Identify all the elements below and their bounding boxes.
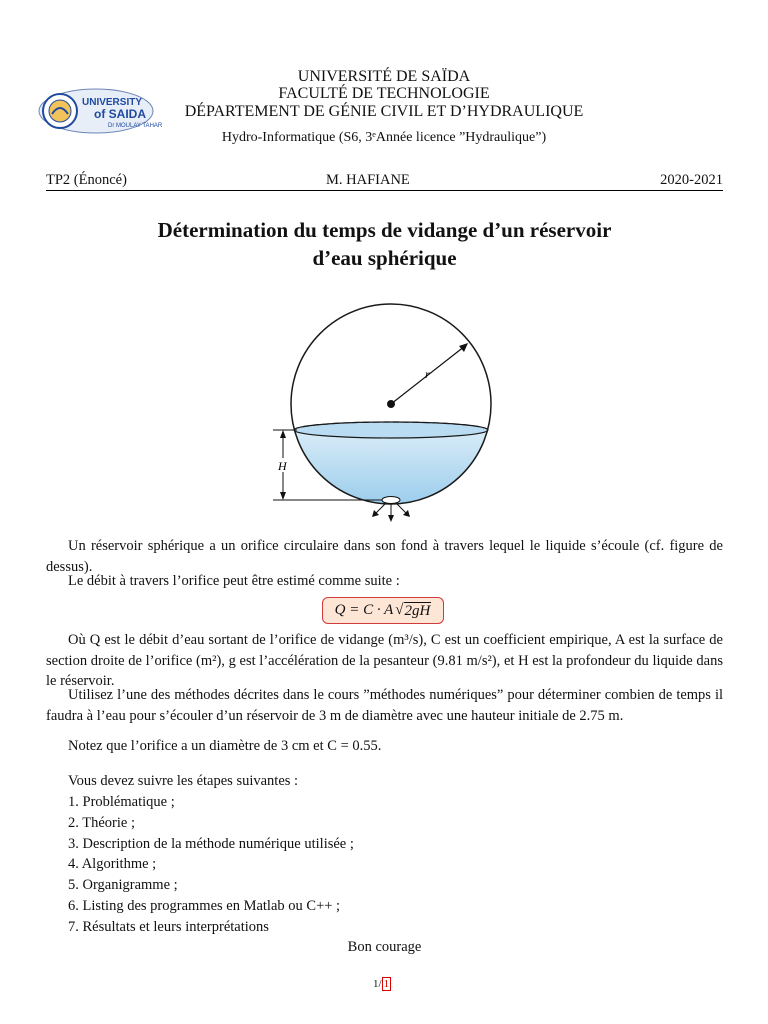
- page-prefix: 1/: [373, 978, 382, 990]
- academic-year: 2020-2021: [660, 172, 723, 188]
- height-label: H: [278, 459, 287, 473]
- steps-list: [68, 792, 354, 938]
- radius-label: r: [425, 367, 430, 381]
- paragraph-1: Un réservoir sphérique a un orifice circulaire dans son fond à travers lequel le liquide s’écoule (cf. figure de dessus).: [46, 538, 723, 575]
- formula-box: Q = C · A √ 2gH: [322, 597, 444, 624]
- closing-text: Bon courage: [347, 939, 422, 955]
- author: M. HAFIANE: [326, 172, 410, 188]
- faculty-name: FACULTÉ DE TECHNOLOGIE: [278, 85, 490, 102]
- paragraph-5: Notez que l’orifice a un diamètre de 3 cm et C = 0.55.: [68, 738, 382, 754]
- page-number: [373, 978, 391, 990]
- logo-text-2: of SAIDA: [94, 107, 146, 121]
- course-name: Hydro-Informatique (S6, 3ᵉAnnée licence ”Hydraulique”): [221, 130, 547, 145]
- logo-text-1: UNIVERSITY: [82, 97, 143, 108]
- water-volume: [285, 430, 505, 520]
- orifice: [382, 497, 400, 504]
- paragraph-4: Utilisez l’une des méthodes décrites dans le cours ”méthodes numériques” pour déterminer combien de temps il faudra à l’eau pour s’écouler d’un réservoir de 3 m de diamètre avec une hauteur initiale de 2.75 m.: [46, 687, 723, 724]
- title-line-2: d’eau sphérique: [312, 246, 457, 270]
- formula-sqrt: 2gH: [404, 602, 431, 619]
- list-item: 4. Algorithme ;: [68, 856, 157, 873]
- list-item: 3. Description de la méthode numérique utilisée ;: [68, 835, 354, 852]
- paragraph-2: Le débit à travers l’orifice peut être estimé comme suite :: [68, 573, 400, 589]
- paragraph-6: Vous devez suivre les étapes suivantes :: [68, 773, 299, 789]
- list-item: 2. Théorie ;: [68, 814, 135, 831]
- list-item: 1. Problématique ;: [68, 794, 175, 810]
- department-name: DÉPARTEMENT DE GÉNIE CIVIL ET D’HYDRAULIQUE: [184, 103, 584, 120]
- header-rule: [46, 190, 723, 191]
- university-name: UNIVERSITÉ DE SAÏDA: [297, 68, 471, 85]
- page-total-link[interactable]: 1: [383, 978, 390, 990]
- title-line-1: Détermination du temps de vidange d’un réservoir: [157, 218, 612, 242]
- list-item: 5. Organigramme ;: [68, 877, 178, 894]
- list-item: 6. Listing des programmes en Matlab ou C++ ;: [68, 897, 341, 914]
- paragraph-3: Où Q est le débit d’eau sortant de l’orifice de vidange (m³/s), C est un coefficient empirique, A est la surface de section droite de l’orifice (m²), g est l’accélération de la pesanteur (9.81 m/s²), et H est la profondeur du liquide dans le réservoir.: [46, 632, 723, 689]
- tp-label: TP2 (Énoncé): [46, 172, 127, 188]
- list-item: 7. Résultats et leurs interprétations: [68, 918, 269, 935]
- spherical-tank-figure: [265, 306, 505, 524]
- formula-left: Q = C · A: [334, 602, 394, 618]
- logo-text-3: Dr MOULAY TAHAR: [108, 123, 163, 129]
- university-logo: [38, 88, 163, 134]
